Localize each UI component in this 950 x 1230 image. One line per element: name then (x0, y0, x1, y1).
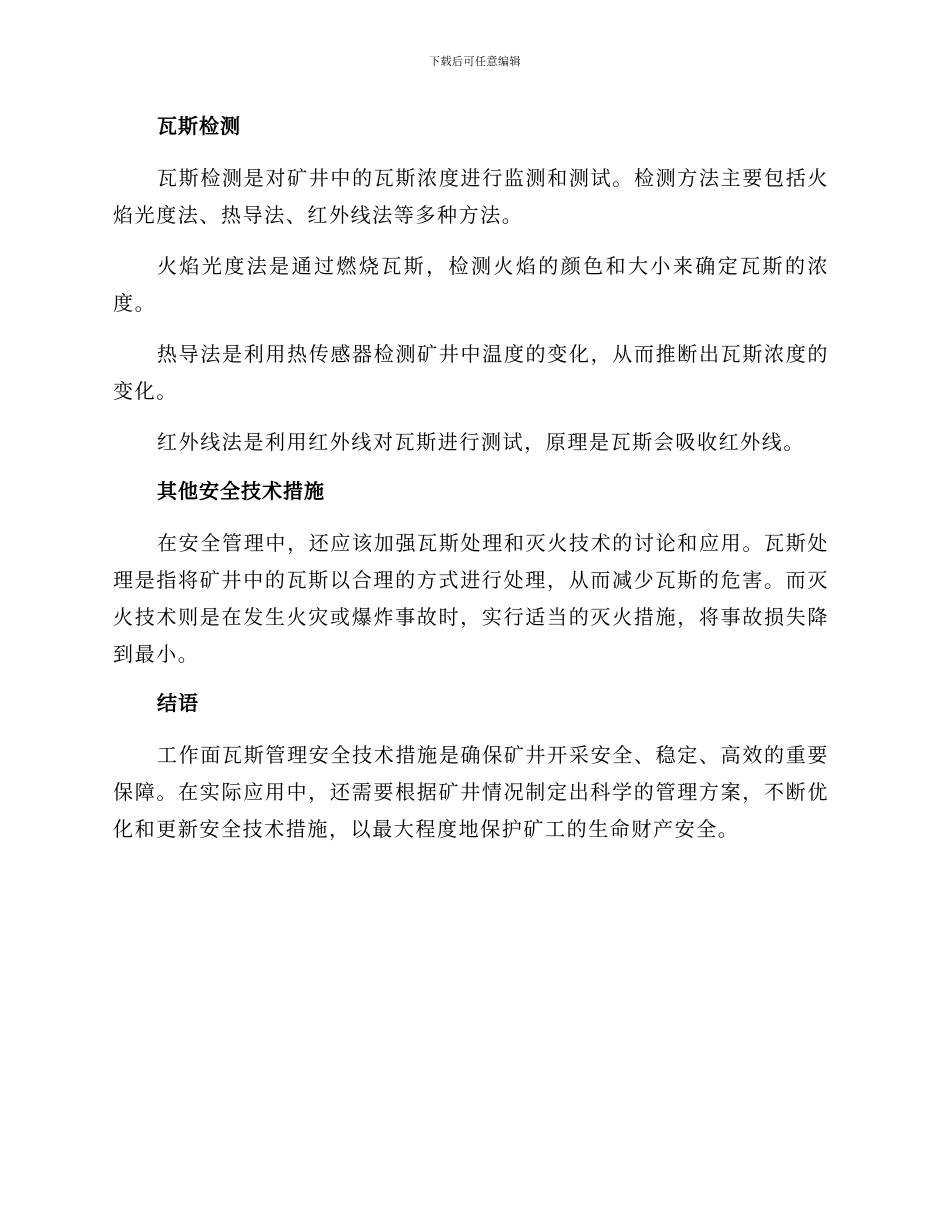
paragraph-gas-detection-intro: 瓦斯检测是对矿井中的瓦斯浓度进行监测和测试。检测方法主要包括火焰光度法、热导法、红外线法等多种方法。 (113, 166, 829, 227)
section-heading-other-measures: 其他安全技术措施 (157, 479, 325, 503)
paragraph-infrared: 红外线法是利用红外线对瓦斯进行测试，原理是瓦斯会吸收红外线。 (157, 430, 805, 454)
paragraph-flame-photometry: 火焰光度法是通过燃烧瓦斯，检测火焰的颜色和大小来确定瓦斯的浓度。 (113, 254, 829, 315)
section-heading-conclusion: 结语 (157, 691, 199, 715)
paragraph-thermal-conductivity: 热导法是利用热传感器检测矿井中温度的变化，从而推断出瓦斯浓度的变化。 (113, 342, 829, 403)
section-heading-gas-detection: 瓦斯检测 (157, 114, 241, 138)
document-body (113, 108, 829, 848)
paragraph-conclusion: 工作面瓦斯管理安全技术措施是确保矿井开采安全、稳定、高效的重要保障。在实际应用中，还需要根据矿井情况制定出科学的管理方案，不断优化和更新安全技术措施，以最大程度地保护矿工的生命财产安全。 (113, 743, 829, 841)
paragraph-other-measures: 在安全管理中，还应该加强瓦斯处理和灭火技术的讨论和应用。瓦斯处理是指将矿井中的瓦斯以合理的方式进行处理，从而减少瓦斯的危害。而灭火技术则是在发生火灾或爆炸事故时，实行适当的灭火措施，将事故损失降到最小。 (113, 531, 829, 666)
page-header: 下载后可任意编辑 (429, 55, 521, 68)
